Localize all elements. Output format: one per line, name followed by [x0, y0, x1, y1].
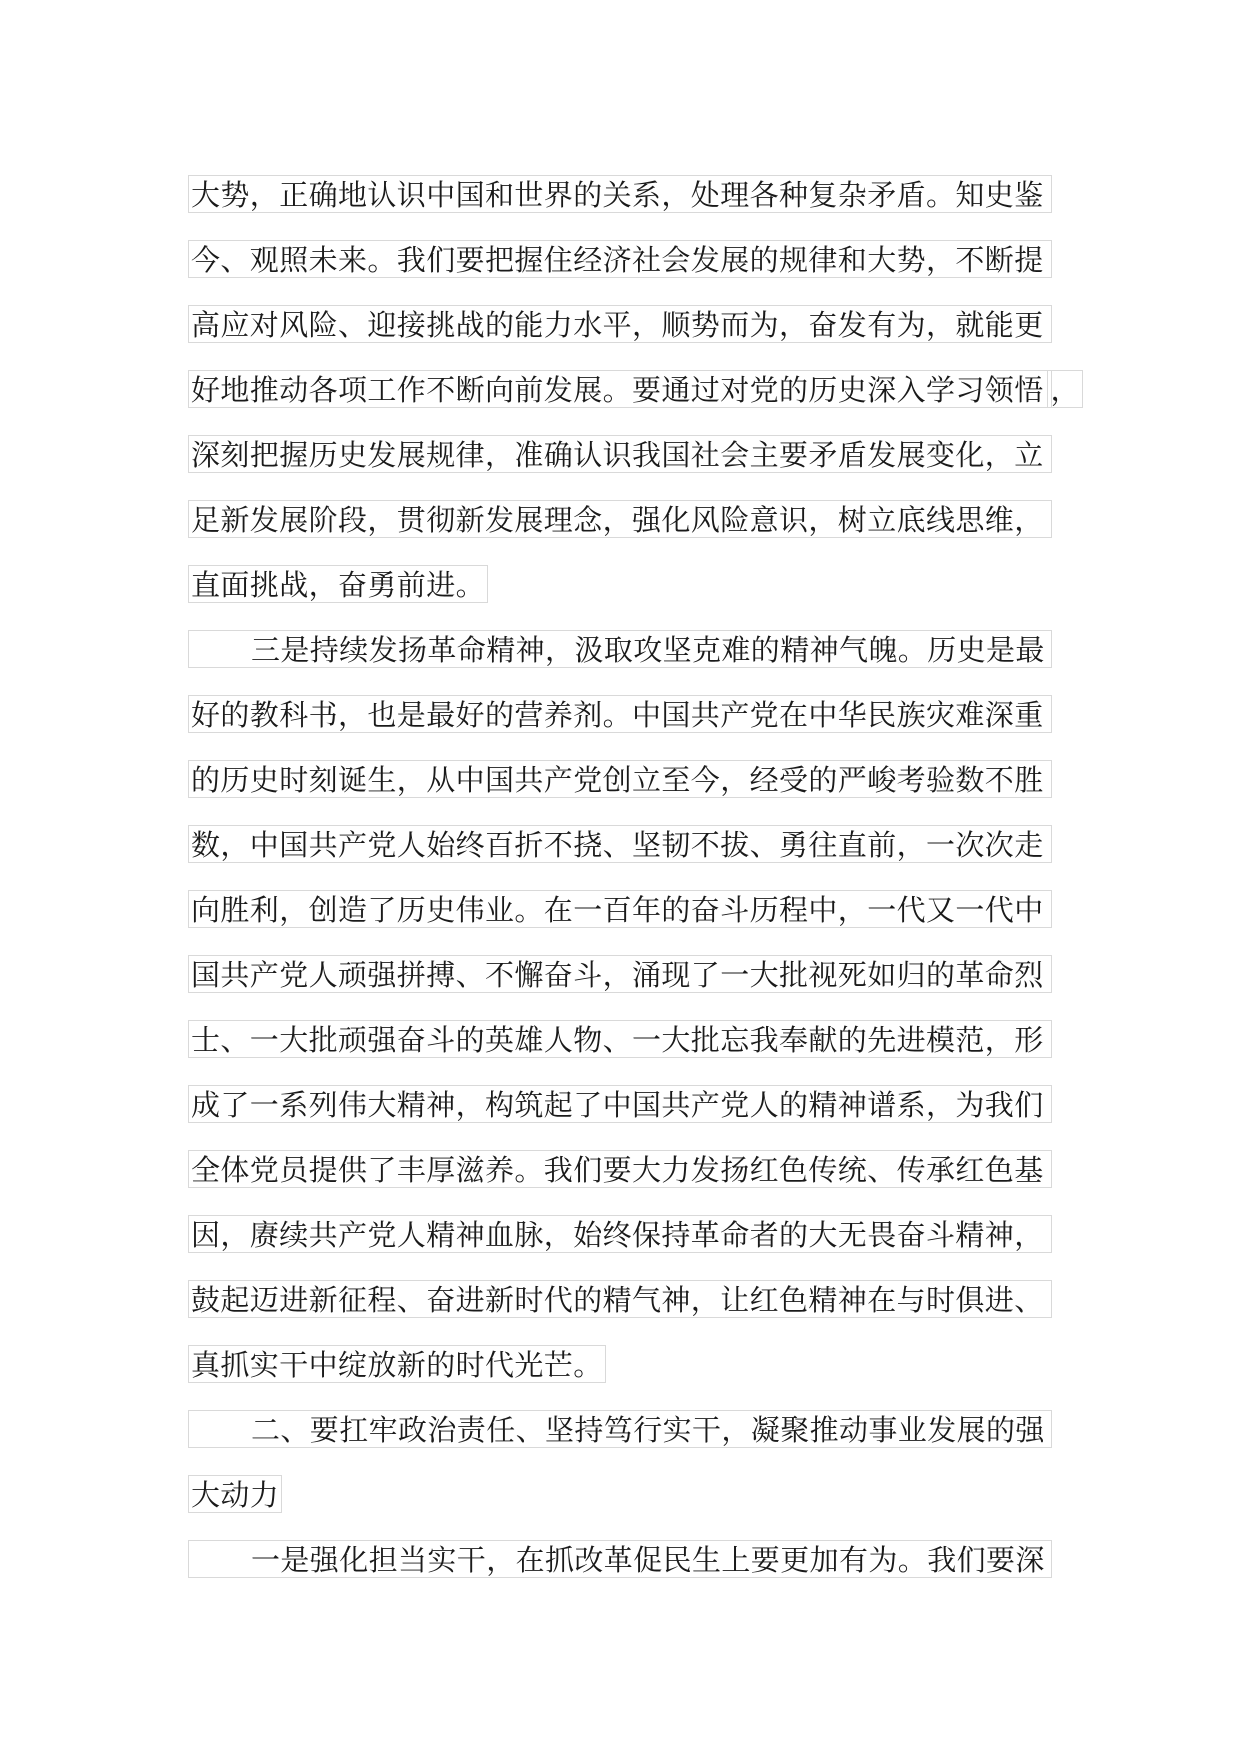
text-line: 直面挑战，奋勇前进。 — [188, 565, 488, 603]
text-line: 数，中国共产党人始终百折不挠、坚韧不拔、勇往直前，一次次走 — [188, 825, 1052, 863]
text-line: 真抓实干中绽放新的时代光芒。 — [188, 1345, 606, 1383]
text-line: 向胜利，创造了历史伟业。在一百年的奋斗历程中，一代又一代中 — [188, 890, 1052, 928]
text-line: 鼓起迈进新征程、奋进新时代的精气神，让红色精神在与时俱进、 — [188, 1280, 1052, 1318]
text-line: 士、一大批顽强奋斗的英雄人物、一大批忘我奉献的先进模范，形 — [188, 1020, 1052, 1058]
text-line: 今、观照未来。我们要把握住经济社会发展的规律和大势，不断提 — [188, 240, 1052, 278]
text-line: 国共产党人顽强拼搏、不懈奋斗，涌现了一大批视死如归的革命烈 — [188, 955, 1052, 993]
text-line: 的历史时刻诞生，从中国共产党创立至今，经受的严峻考验数不胜 — [188, 760, 1052, 798]
text-line: 足新发展阶段，贯彻新发展理念，强化风险意识，树立底线思维， — [188, 500, 1052, 538]
text-line: 深刻把握历史发展规律，准确认识我国社会主要矛盾发展变化，立 — [188, 435, 1052, 473]
text-line: 好的教科书，也是最好的营养剂。中国共产党在中华民族灾难深重 — [188, 695, 1052, 733]
text-line: 因，赓续共产党人精神血脉，始终保持革命者的大无畏奋斗精神， — [188, 1215, 1052, 1253]
paragraph-start-line: 一是强化担当实干，在抓改革促民生上要更加有为。我们要深 — [188, 1540, 1052, 1578]
text-line: 成了一系列伟大精神，构筑起了中国共产党人的精神谱系，为我们 — [188, 1085, 1052, 1123]
text-line: 高应对风险、迎接挑战的能力水平，顺势而为，奋发有为，就能更 — [188, 305, 1052, 343]
text-line: 好地推动各项工作不断向前发展。要通过对党的历史深入学习领悟 — [188, 370, 1052, 408]
paragraph-start-line: 三是持续发扬革命精神，汲取攻坚克难的精神气魄。历史是最 — [188, 630, 1052, 668]
section-heading-line: 二、要扛牢政治责任、坚持笃行实干，凝聚推动事业发展的强 — [188, 1410, 1052, 1448]
section-heading-line: 大动力 — [188, 1475, 282, 1513]
overflow-punctuation: ， — [1047, 370, 1083, 408]
text-line: 大势，正确地认识中国和世界的关系，处理各种复杂矛盾。知史鉴 — [188, 175, 1052, 213]
text-line: 全体党员提供了丰厚滋养。我们要大力发扬红色传统、传承红色基 — [188, 1150, 1052, 1188]
